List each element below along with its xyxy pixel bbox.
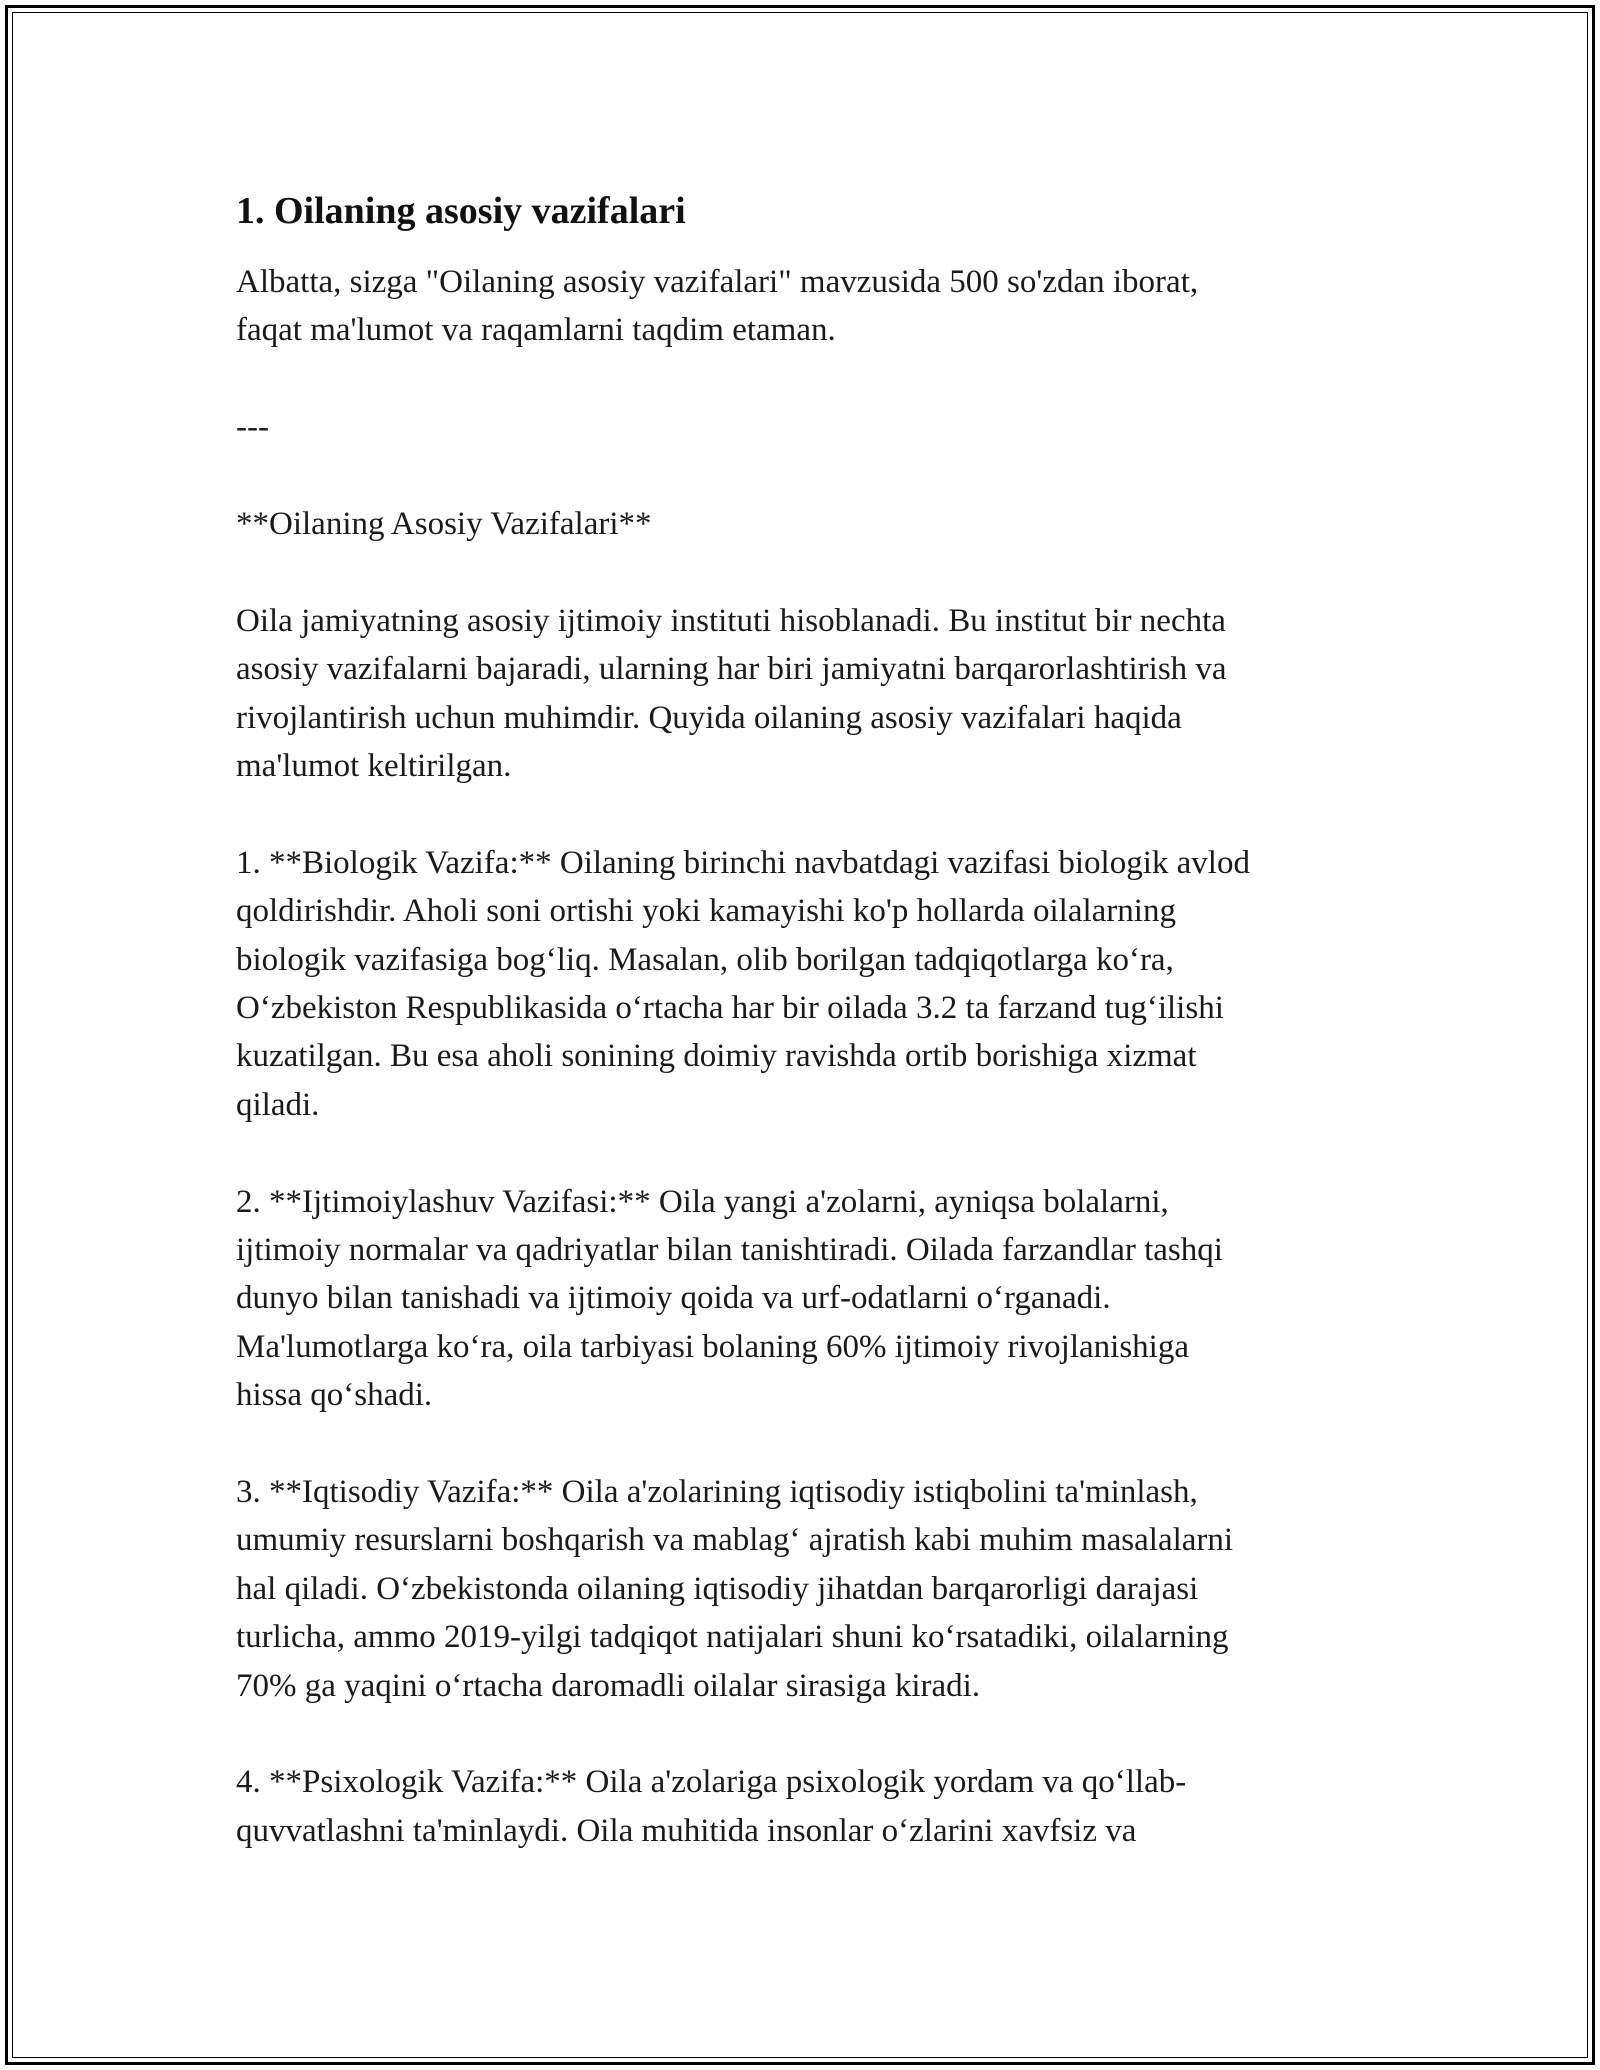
separator-line: --- bbox=[236, 409, 269, 446]
overview-paragraph: Oila jamiyatning asosiy ijtimoiy instituti hisoblanadi. Bu institut bir nechta asosiy vazifalarni bajaradi, ularning har biri jamiyatni barqarorlashtirish va rivojlantirish uchun muhimdir. Quyida oilaning asosiy vazifalari haqida ma'lumot keltirilgan. bbox=[236, 602, 1227, 785]
intro-paragraph: Albatta, sizga "Oilaning asosiy vazifalari" mavzusida 500 so'zdan iborat, faqat ma'lumot va raqamlarni taqdim etaman. bbox=[236, 264, 1199, 349]
list-item-iqtisodiy: 3. **Iqtisodiy Vazifa:** Oila a'zolarining iqtisodiy istiqbolini ta'minlash, umumiy resurslarni boshqarish va mablag‘ ajratish kabi muhim masalalarni hal qiladi. O‘zbekistonda oilaning iqtisodiy jihatdan barqarorligi darajasi turlicha, ammo 2019-yilgi tadqiqot natijalari shuni ko‘rsatadiki, oilalarning 70% ga yaqini o‘rtacha daromadli oilalar sirasiga kiradi. bbox=[236, 1474, 1234, 1704]
section-title: **Oilaning Asosiy Vazifalari** bbox=[236, 506, 652, 542]
document-heading: 1. Oilaning asosiy vazifalari bbox=[236, 190, 686, 232]
document-body bbox=[236, 186, 1396, 1904]
list-item-psixologik: 4. **Psixologik Vazifa:** Oila a'zolariga psixologik yordam va qo‘llab- quvvatlashni ta'minlaydi. Oila muhitida insonlar o‘zlarini xavfsiz va bbox=[236, 1764, 1187, 1849]
list-item-biologik: 1. **Biologik Vazifa:** Oilaning birinchi navbatdagi vazifasi biologik avlod qoldirishdir. Aholi soni ortishi yoki kamayishi ko'p hollarda oilalarning biologik vazifasiga bog‘liq. Masalan, olib borilgan tadqiqotlarga ko‘ra, O‘zbekiston Respublikasida o‘rtacha har bir oilada 3.2 ta farzand tug‘ilishi kuzatilgan. Bu esa aholi sonining doimiy ravishda ortib borishiga xizmat qiladi. bbox=[236, 844, 1250, 1123]
list-item-ijtimoiylashuv: 2. **Ijtimoiylashuv Vazifasi:** Oila yangi a'zolarni, ayniqsa bolalarni, ijtimoiy normalar va qadriyatlar bilan tanishtiradi. Oilada farzandlar tashqi dunyo bilan tanishadi va ijtimoiy qoida va urf-odatlarni o‘rganadi. Ma'lumotlarga ko‘ra, oila tarbiyasi bolaning 60% ijtimoiy rivojlanishiga hissa qo‘shadi. bbox=[236, 1183, 1223, 1414]
